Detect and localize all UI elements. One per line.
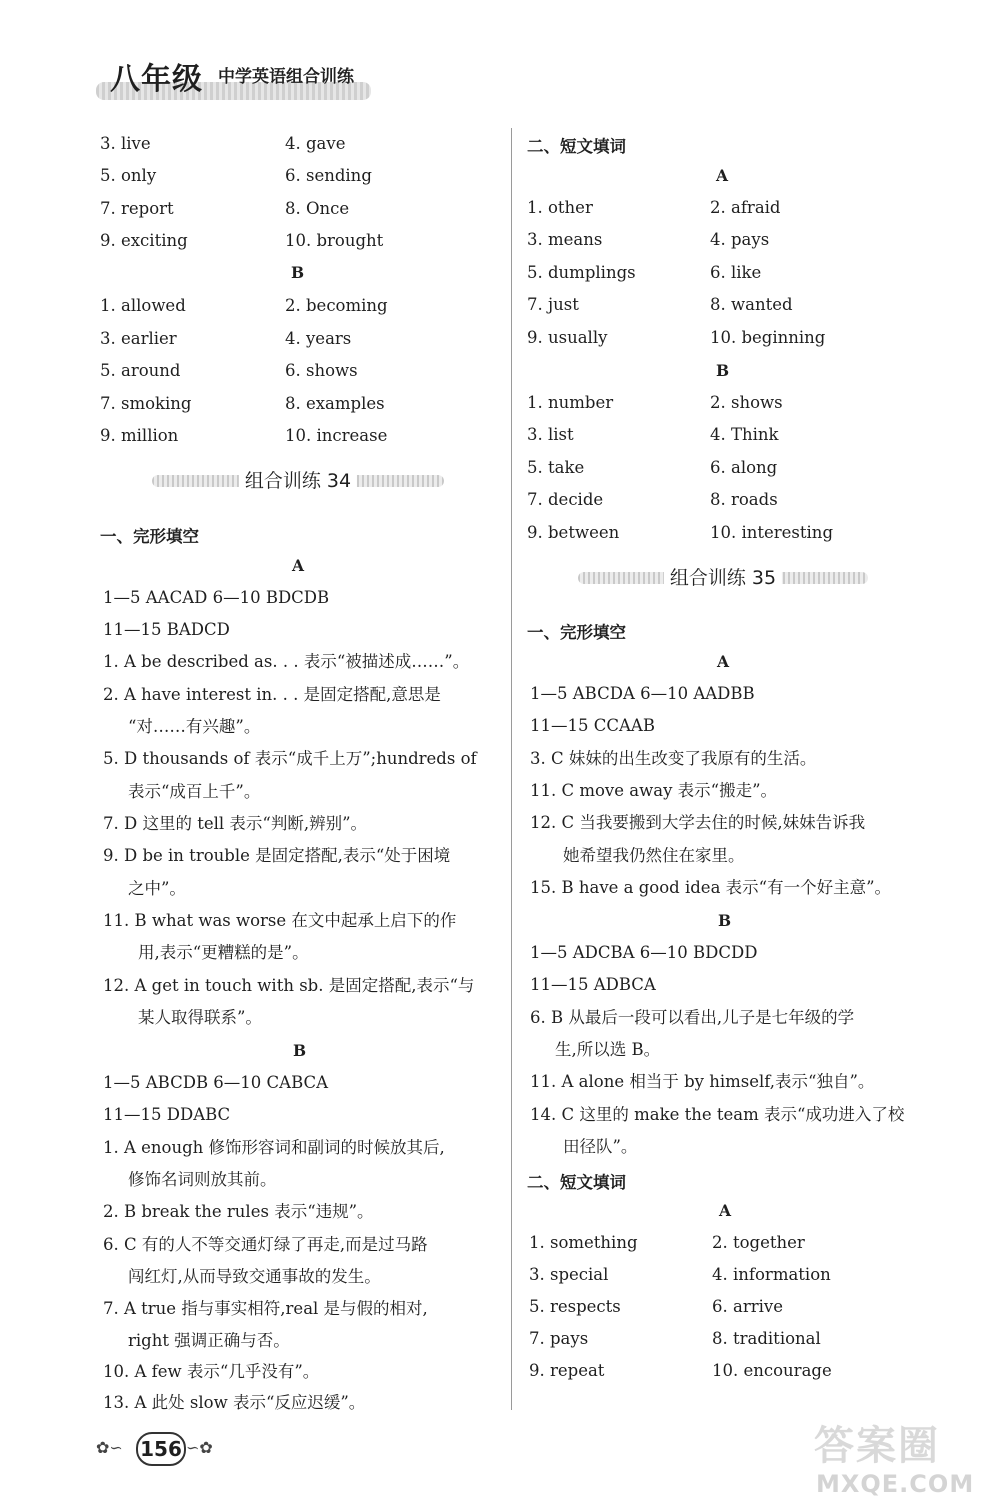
answer-line: 7. A true 指与事实相符,real 是与假的相对, (103, 1299, 428, 1318)
answer-line: 11—15 BADCD (103, 620, 230, 639)
answer-line: 15. B have a good idea 表示“有一个好主意”。 (530, 878, 892, 897)
answer-item: 1. other (527, 198, 593, 217)
answer-item: 7. smoking (100, 394, 192, 413)
answer-item: 10. beginning (710, 328, 826, 347)
answer-item: 8. Once (285, 199, 350, 218)
grade-title: 八年级 (110, 62, 203, 97)
part-label: B (718, 911, 732, 930)
page-footer (96, 1432, 226, 1466)
answer-item: 6. along (710, 458, 778, 477)
answer-item: 3. list (527, 425, 574, 444)
answer-item: 5. around (100, 361, 181, 380)
answer-item: 5. respects (529, 1297, 621, 1316)
unit-35-title: 组合训练 35 (664, 563, 782, 590)
section-heading: 二、短文填词 (527, 1173, 626, 1192)
answer-item: 7. just (527, 295, 579, 314)
answer-item: 10. interesting (710, 523, 834, 542)
answer-line: 闯红灯,从而导致交通事故的发生。 (128, 1267, 381, 1286)
part-label: B (716, 361, 730, 380)
answer-line: 10. A few 表示“几乎没有”。 (103, 1362, 320, 1381)
column-divider (511, 128, 512, 1410)
answer-line: 11. B what was worse 在文中起承上启下的作 (103, 911, 457, 930)
answer-item: 3. special (529, 1265, 609, 1284)
answer-item: 6. shows (285, 361, 358, 380)
watermark (806, 1414, 992, 1504)
answer-item: 4. years (285, 329, 352, 348)
answer-item: 10. brought (285, 231, 384, 250)
answer-item: 2. shows (710, 393, 783, 412)
answer-line: 用,表示“更糟糕的是”。 (138, 943, 309, 962)
answer-line: 7. D 这里的 tell 表示“判断,辨别”。 (103, 814, 368, 833)
book-header (96, 52, 376, 108)
answer-line: 11—15 CCAAB (530, 716, 655, 735)
answer-line: 1—5 ABCDB 6—10 CABCA (103, 1073, 329, 1092)
answer-line: 3. C 妹妹的出生改变了我原有的生活。 (530, 749, 817, 768)
part-label: A (719, 1201, 732, 1220)
answer-item: 4. gave (285, 134, 346, 153)
answer-item: 8. examples (285, 394, 385, 413)
part-label: A (717, 652, 730, 671)
answer-item: 3. means (527, 230, 603, 249)
answer-line: 她希望我仍然住在家里。 (563, 846, 745, 865)
ornament-right-icon: ∽✿ (186, 1438, 213, 1457)
answer-line: 2. B break the rules 表示“违规”。 (103, 1202, 374, 1221)
answer-line: 11—15 ADBCA (530, 975, 656, 994)
watermark-logo-text: 答案圈 (814, 1422, 940, 1469)
answer-line: 1—5 ADCBA 6—10 BDCDD (530, 943, 758, 962)
answer-line: 11. A alone 相当于 by himself,表示“独自”。 (530, 1072, 875, 1091)
answer-item: 10. encourage (712, 1361, 832, 1380)
answer-item: 5. dumplings (527, 263, 636, 282)
unit-35-title-band (578, 563, 868, 593)
answer-line: 之中”。 (128, 879, 186, 898)
answer-line: 11. C move away 表示“搬走”。 (530, 781, 778, 800)
answer-item: 6. like (710, 263, 762, 282)
answer-item: 1. number (527, 393, 614, 412)
answer-line: 11—15 DDABC (103, 1105, 231, 1124)
unit-34-title-band (152, 466, 444, 496)
answer-item: 3. live (100, 134, 151, 153)
ornament-left-icon: ✿∽ (96, 1438, 123, 1457)
watermark-url: MXQE.COM (816, 1470, 975, 1498)
answer-line: 修饰名词则放其前。 (128, 1170, 277, 1189)
answer-item: 7. report (100, 199, 174, 218)
unit-34-title: 组合训练 34 (239, 466, 357, 493)
answer-item: 1. allowed (100, 296, 186, 315)
answer-line: 12. A get in touch with sb. 是固定搭配,表示“与 (103, 976, 475, 995)
answer-line: 1. A enough 修饰形容词和副词的时候放其后, (103, 1138, 445, 1157)
answer-item: 8. roads (710, 490, 778, 509)
section-heading: 二、短文填词 (527, 137, 626, 156)
answer-item: 7. pays (529, 1329, 589, 1348)
answer-line: 某人取得联系”。 (138, 1008, 262, 1027)
answer-line: “对……有兴趣”。 (128, 717, 261, 736)
answer-line: 1—5 ABCDA 6—10 AADBB (530, 684, 755, 703)
answer-item: 6. sending (285, 166, 372, 185)
answer-item: 2. afraid (710, 198, 781, 217)
answer-line: 14. C 这里的 make the team 表示“成功进入了校 (530, 1105, 905, 1124)
answer-item: 9. between (527, 523, 620, 542)
answer-item: 4. pays (710, 230, 770, 249)
part-label: B (291, 263, 305, 282)
answer-item: 8. wanted (710, 295, 793, 314)
answer-item: 4. Think (710, 425, 779, 444)
answer-line: 1—5 AACAD 6—10 BDCDB (103, 588, 330, 607)
answer-line: 表示“成百上千”。 (128, 782, 261, 801)
answer-line: 6. B 从最后一段可以看出,儿子是七年级的学 (530, 1008, 855, 1027)
answer-line: 5. D thousands of 表示“成千上万”;hundreds of (103, 749, 477, 768)
answer-item: 9. million (100, 426, 179, 445)
answer-line: 1. A be described as. . . 表示“被描述成……”。 (103, 652, 470, 671)
answer-item: 10. increase (285, 426, 388, 445)
answer-line: 13. A 此处 slow 表示“反应迟缓”。 (103, 1393, 366, 1412)
answer-item: 1. something (529, 1233, 638, 1252)
answer-item: 5. take (527, 458, 585, 477)
answer-item: 2. together (712, 1233, 805, 1252)
answer-item: 9. usually (527, 328, 608, 347)
answer-item: 2. becoming (285, 296, 388, 315)
section-heading: 一、完形填空 (527, 623, 626, 642)
answer-line: 6. C 有的人不等交通灯绿了再走,而是过马路 (103, 1235, 428, 1254)
section-heading: 一、完形填空 (100, 527, 199, 546)
part-label: A (716, 166, 729, 185)
page-number: 156 (136, 1432, 186, 1466)
answer-line: 生,所以选 B。 (555, 1040, 661, 1059)
answer-line: 9. D be in trouble 是固定搭配,表示“处于困境 (103, 846, 451, 865)
answer-line: 2. A have interest in. . . 是固定搭配,意思是 (103, 685, 441, 704)
answer-item: 5. only (100, 166, 157, 185)
book-title: 中学英语组合训练 (218, 67, 354, 87)
answer-line: 田径队”。 (563, 1137, 638, 1156)
part-label: B (293, 1041, 307, 1060)
answer-item: 9. repeat (529, 1361, 605, 1380)
answer-item: 3. earlier (100, 329, 177, 348)
answer-item: 9. exciting (100, 231, 188, 250)
answer-item: 7. decide (527, 490, 604, 509)
answer-line: 12. C 当我要搬到大学去住的时候,妹妹告诉我 (530, 813, 866, 832)
answer-item: 8. traditional (712, 1329, 821, 1348)
answer-item: 6. arrive (712, 1297, 783, 1316)
answer-line: right 强调正确与否。 (128, 1331, 290, 1350)
part-label: A (292, 556, 305, 575)
answer-item: 4. information (712, 1265, 831, 1284)
